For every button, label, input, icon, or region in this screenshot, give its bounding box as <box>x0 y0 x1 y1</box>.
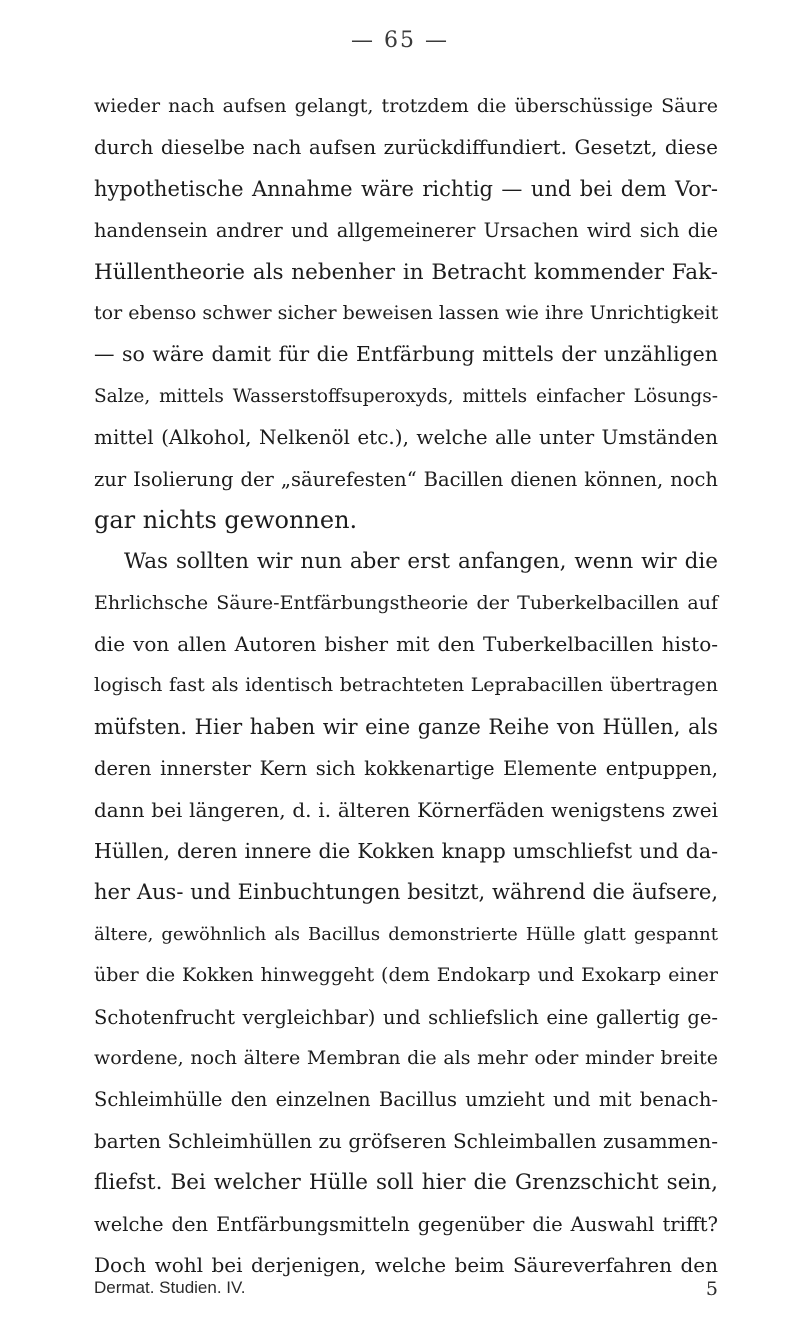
text-line: wordene, noch ältere Membran die als mehr oder minder breite <box>94 1046 718 1069</box>
text-line: dann bei längeren, d. i. älteren Körnerfäden wenigstens zwei <box>94 797 718 822</box>
page-number: — 65 — <box>351 28 449 53</box>
text-line: Ehrlichsche Säure-Entfärbungstheorie der Tuberkelbacillen auf <box>94 591 718 614</box>
text-line: logisch fast als identisch betrachteten Leprabacillen übertragen <box>94 674 718 697</box>
text-line: — so wäre damit für die Entfärbung mittels der unzähligen <box>94 342 718 367</box>
text-line: über die Kokken hinweggeht (dem Endokarp und Exokarp einer <box>94 964 718 987</box>
text-line: müfsten. Hier haben wir eine ganze Reihe von Hüllen, als <box>94 714 718 739</box>
text-line: gar nichts gewonnen. <box>94 505 358 534</box>
text-line: barten Schleimhüllen zu gröfseren Schleimballen zusammen- <box>94 1128 718 1153</box>
body-text <box>94 86 718 1286</box>
page-footer <box>94 1278 718 1298</box>
text-line: Hüllentheorie als nebenher in Betracht kommender Fak- <box>94 259 718 285</box>
footer-source: Dermat. Studien. IV. <box>94 1278 246 1297</box>
text-line: tor ebenso schwer sicher beweisen lassen wie ihre Unrichtigkeit <box>94 301 719 324</box>
text-line: Salze, mittels Wasserstoffsuperoxyds, mittels einfacher Lösungs- <box>94 385 718 407</box>
text-line: welche den Entfärbungsmitteln gegenüber die Auswahl trifft? <box>94 1212 718 1236</box>
text-line: wieder nach aufsen gelangt, trotzdem die überschüssige Säure <box>94 95 718 117</box>
signature-mark: 5 <box>705 1278 718 1300</box>
text-line: deren innerster Kern sich kokkenartige Elemente entpuppen, <box>94 757 718 781</box>
text-line: Schotenfrucht vergleichbar) und schliefslich eine gallertig ge- <box>94 1005 718 1029</box>
text-line: Doch wohl bei derjenigen, welche beim Säureverfahren den <box>94 1252 718 1277</box>
text-line: Hüllen, deren innere die Kokken knapp umschliefst und da- <box>94 839 718 864</box>
text-line: Schleimhülle den einzelnen Bacillus umzieht und mit benach- <box>94 1088 718 1112</box>
text-line: die von allen Autoren bisher mit den Tuberkelbacillen histo- <box>94 632 718 657</box>
text-line: durch dieselbe nach aufsen zurückdiffundiert. Gesetzt, diese <box>94 135 718 160</box>
text-line: zur Isolierung der „säurefesten“ Bacillen dienen können, noch <box>94 467 718 491</box>
text-line: ältere, gewöhnlich als Bacillus demonstrierte Hülle glatt gespannt <box>94 923 718 945</box>
text-line: hypothetische Annahme wäre richtig — und bei dem Vor- <box>94 176 718 201</box>
text-line: her Aus- und Einbuchtungen besitzt, während die äufsere, <box>94 880 718 905</box>
text-line: Was sollten wir nun aber erst anfangen, wenn wir die <box>124 549 718 575</box>
text-line: mittel (Alkohol, Nelkenöl etc.), welche alle unter Umständen <box>94 425 718 450</box>
text-line: fliefst. Bei welcher Hülle soll hier die Grenzschicht sein, <box>94 1170 718 1196</box>
text-line: handensein andrer und allgemeinerer Ursachen wird sich die <box>94 219 718 243</box>
